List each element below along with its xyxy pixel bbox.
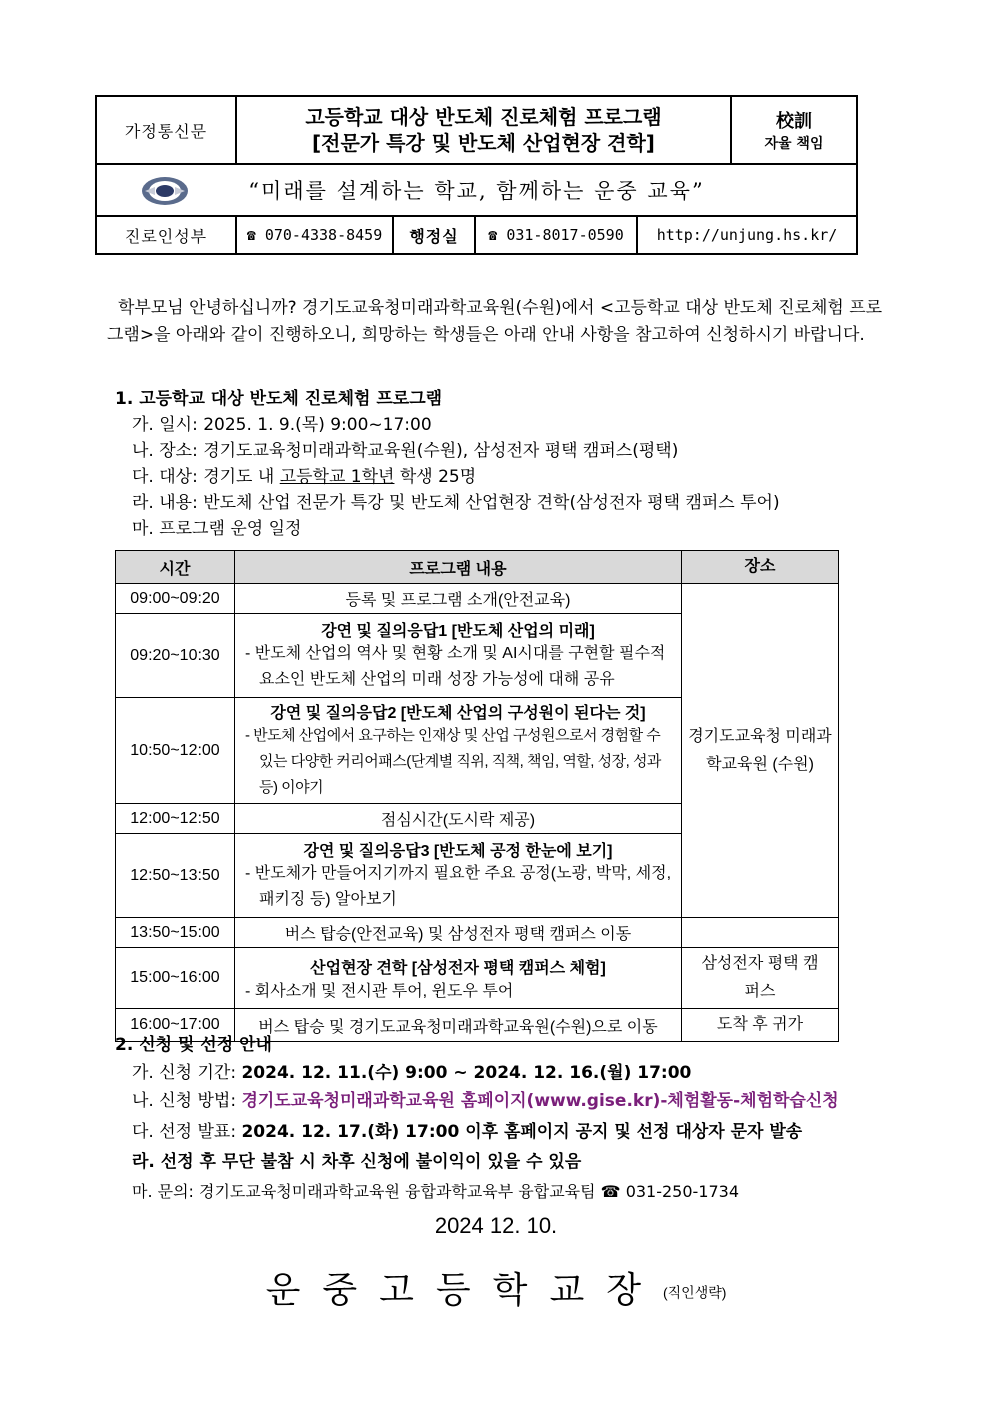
place-cell-empty [682,918,839,948]
row-time: 12:50~13:50 [116,834,235,918]
row-title: 버스 탑승 및 경기도교육청미래과학교육원(수원)으로 이동 [235,1009,682,1042]
school-emblem-icon [140,175,190,207]
section1-heading: 1. 고등학교 대상 반도체 진로체험 프로그램 [115,389,443,409]
title-line-2: [전문가 특강 및 반도체 산업현장 견학] [312,131,655,155]
row-content [235,698,682,804]
title-line-1: 고등학교 대상 반도체 진로체험 프로그램 [305,105,662,129]
seal-note: (직인생략) [663,1284,727,1301]
row-content [235,834,682,918]
row-title: 강연 및 질의응답3 [반도체 공정 한눈에 보기] [303,843,613,860]
document-title [236,96,731,164]
row-time: 09:20~10:30 [116,614,235,698]
place-cell-suwon: 경기도교육청 미래과학교육원 (수원) [682,584,839,918]
motto-value: 자율 책임 [764,136,824,152]
row-time: 15:00~16:00 [116,948,235,1009]
table-row [116,584,839,614]
admin-phone: ☎ 031-8017-0590 [475,216,637,254]
slogan-text: “미래를 설계하는 학교, 함께하는 운중 교육” [248,179,705,203]
schedule-table [115,550,839,1042]
column-header-time: 시간 [116,551,235,584]
row-description: - 회사소개 및 전시관 투어, 윈도우 투어 [245,983,514,1000]
header-table [95,95,858,255]
section2-notice: 라. 선정 후 무단 불참 시 차후 신청에 불이익이 있을 수 있음 [132,1152,582,1172]
row-title: 등록 및 프로그램 소개(안전교육) [235,584,682,614]
signature [0,1262,992,1313]
intro-paragraph: 학부모님 안녕하십니까? 경기도교육청미래과학교육원(수원)에서 <고등학교 대상 반도체 진로체험 프로그램>을 아래와 같이 진행하오니, 희망하는 학생들은 아래 안내 사항을 참고하여 신청하시기 바랍니다. [107,298,883,345]
issue-date: 2024 12. 10. [434,1213,558,1238]
slogan-row [96,164,857,216]
section1-place: 나. 장소: 경기도교육청미래과학교육원(수원), 삼성전자 평택 캠퍼스(평택) [132,441,679,461]
row-title: 산업현장 견학 [삼성전자 평택 캠퍼스 체험] [310,960,606,977]
section2-announce: 다. 선정 발표: 2024. 12. 17.(화) 17:00 이후 홈페이지 공지 및 선정 대상자 문자 발송 [132,1122,803,1142]
school-website-link[interactable]: http://unjung.hs.kr/ [637,216,857,254]
row-title: 강연 및 질의응답1 [반도체 산업의 미래] [321,623,595,640]
section1-target: 다. 대상: 경기도 내 고등학교 1학년 학생 25명 [132,467,477,487]
section1-content: 라. 내용: 반도체 산업 전문가 특강 및 반도체 산업현장 견학(삼성전자 평택 캠퍼스 투어) [132,493,780,513]
section2-heading: 2. 신청 및 선정 안내 [115,1035,272,1055]
row-title: 강연 및 질의응답2 [반도체 산업의 구성원이 된다는 것] [270,705,646,722]
row-content [235,948,682,1009]
place-cell-samsung: 삼성전자 평택 캠퍼스 [682,948,839,1009]
table-row [116,948,839,1009]
row-content [235,614,682,698]
section1-schedule-label: 마. 프로그램 운영 일정 [132,519,302,539]
row-description: - 반도체가 만들어지기까지 필요한 주요 공정(노광, 박막, 세정, 패키징 등) 알아보기 [245,865,672,908]
place-cell-return: 도착 후 귀가 [682,1009,839,1042]
table-header-row [116,551,839,584]
school-motto [731,96,857,164]
dept-phone: ☎ 070-4338-8459 [236,216,393,254]
motto-label: 校訓 [775,111,812,132]
row-time: 10:50~12:00 [116,698,235,804]
section2-method: 나. 신청 방법: 경기도교육청미래과학교육원 홈페이지(www.gise.kr)-체험활동-체험학습신청 [132,1091,839,1111]
section1-date: 가. 일시: 2025. 1. 9.(목) 9:00~17:00 [132,415,432,435]
row-title: 버스 탑승(안전교육) 및 삼성전자 평택 캠퍼스 이동 [235,918,682,948]
table-row [116,918,839,948]
dept-name: 진로인성부 [96,216,236,254]
row-title: 점심시간(도시락 제공) [235,804,682,834]
row-description: - 반도체 산업에서 요구하는 인재상 및 산업 구성원으로서 경험할 수 있는 다양한 커리어패스(단계별 직위, 직책, 책임, 역할, 성장, 성과 등) 이야기 [245,727,661,796]
section2-contact: 마. 문의: 경기도교육청미래과학교육원 융합과학교육부 융합교육팀 ☎ 031-250-1734 [132,1182,740,1201]
row-time: 12:00~12:50 [116,804,235,834]
row-time: 16:00~17:00 [116,1009,235,1042]
row-time: 13:50~15:00 [116,918,235,948]
row-time: 09:00~09:20 [116,584,235,614]
column-header-place: 장소 [682,551,839,584]
signer-name: 운중고등학교장 [265,1269,663,1310]
application-site-link[interactable]: 경기도교육청미래과학교육원 홈페이지(www.gise.kr)-체험활동-체험학습신청 [241,1091,839,1111]
admin-office: 행정실 [393,216,475,254]
row-description: - 반도체 산업의 역사 및 현황 소개 및 AI시대를 구현할 필수적 요소인 반도체 산업의 미래 성장 가능성에 대해 공유 [245,645,666,688]
category-label: 가정통신문 [96,96,236,164]
section2-period: 가. 신청 기간: 2024. 12. 11.(수) 9:00 ~ 2024. 12. 16.(월) 17:00 [132,1063,692,1083]
column-header-content: 프로그램 내용 [235,551,682,584]
